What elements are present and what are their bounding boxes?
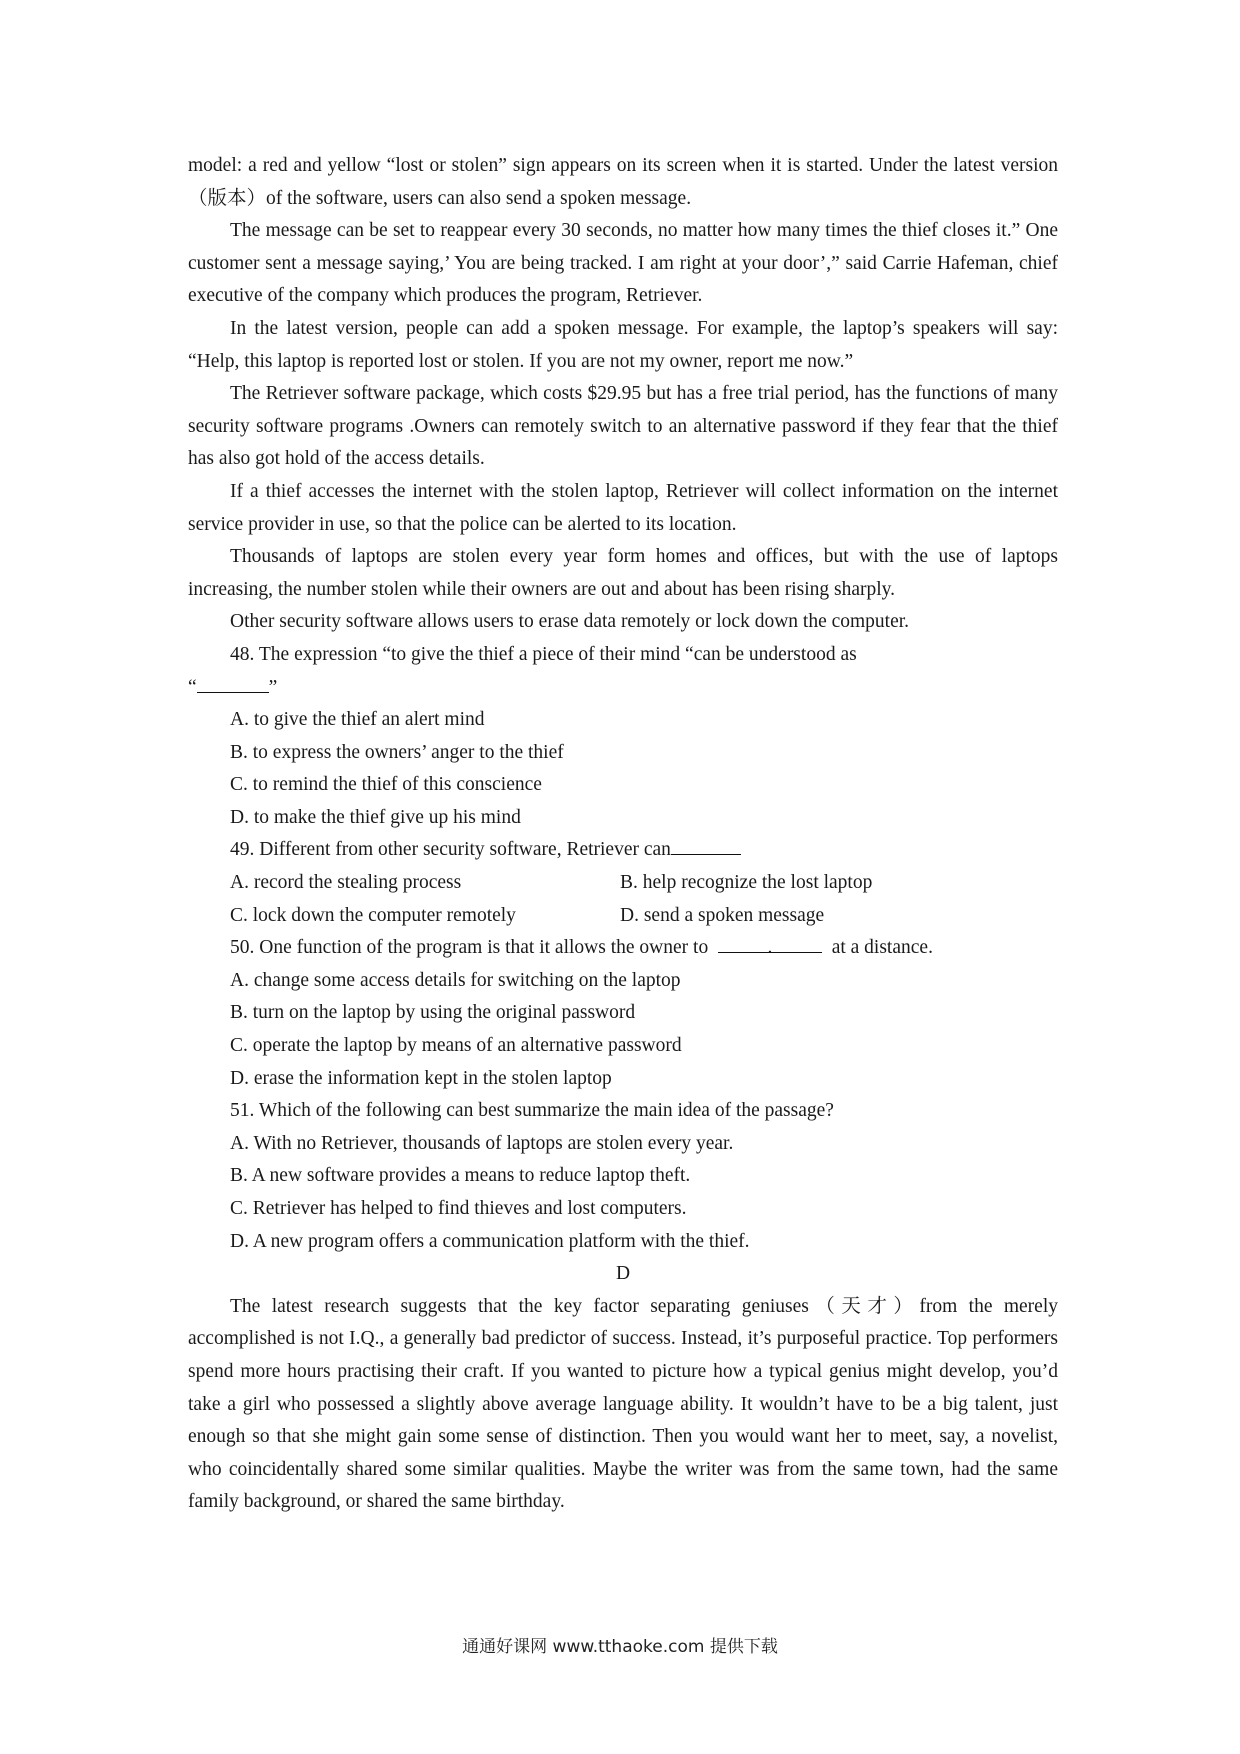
question-51-option-a: A. With no Retriever, thousands of laptops are stolen every year. <box>230 1132 734 1154</box>
question-48-option-c: C. to remind the thief of this conscience <box>230 774 542 796</box>
passage-c-paragraph-3: In the latest version, people can add a spoken message. For example, the laptop’s speakers will say: “Help, this laptop is reported lost or stolen. If you are not my owner, report me now.” <box>188 317 1058 372</box>
passage-c-paragraph-7: Other security software allows users to erase data remotely or lock down the computer. <box>230 611 910 633</box>
question-48-stem: 48. The expression “to give the thief a piece of their mind “can be understood as <box>230 643 857 665</box>
question-50-option-b: B. turn on the laptop by using the original password <box>230 1002 636 1024</box>
question-50-option-d: D. erase the information kept in the stolen laptop <box>230 1067 612 1089</box>
answer-blank: . <box>718 932 822 953</box>
question-50-option-c: C. operate the laptop by means of an alternative password <box>230 1035 682 1057</box>
passage-c-paragraph-1: model: a red and yellow “lost or stolen” sign appears on its screen when it is started. Under the latest version（版本）of the software, users can also send a spoken message. <box>188 155 1058 209</box>
page-footer: 通通好课网 www.tthaoke.com 提供下载 <box>462 1637 778 1657</box>
passage-c-paragraph-2: The message can be set to reappear every 30 seconds, no matter how many times the thief closes it.” One customer sent a message saying,’ You are being tracked. I am right at your door’,” said Carrie Hafeman, chief executive of the company which produces the program, Retriever. <box>188 220 1058 307</box>
question-51-option-b: B. A new software provides a means to reduce laptop theft. <box>230 1165 691 1187</box>
question-48-blank-line: “ ” <box>188 672 1058 705</box>
question-50-option-a: A. change some access details for switching on the laptop <box>230 969 681 991</box>
question-48-option-d: D. to make the thief give up his mind <box>230 806 521 828</box>
question-49-option-a: A. record the stealing process <box>230 872 462 894</box>
question-49-stem: 49. Different from other security software, Retriever can <box>188 834 1058 867</box>
question-48-option-a: A. to give the thief an alert mind <box>230 709 485 731</box>
question-49-options-row-1 <box>188 867 1058 900</box>
answer-blank <box>671 835 741 856</box>
document-page <box>188 150 1058 1519</box>
question-49-option-d: D. send a spoken message <box>620 904 825 926</box>
passage-c-paragraph-4: The Retriever software package, which costs $29.95 but has a free trial period, has the functions of many security software programs .Owners can remotely switch to an alternative password if they fear that the thief has also got hold of the access details. <box>188 383 1058 470</box>
question-48-option-b: B. to express the owners’ anger to the thief <box>230 741 564 763</box>
question-51-option-c: C. Retriever has helped to find thieves and lost computers. <box>230 1198 687 1219</box>
question-51-option-d: D. A new program offers a communication platform with the thief. <box>230 1230 750 1252</box>
question-49-option-b: B. help recognize the lost laptop <box>620 872 873 894</box>
section-d-heading: D <box>615 1263 631 1285</box>
section-d-paragraph: The latest research suggests that the key factor separating geniuses（天才）from the merely accomplished is not I.Q., a generally bad predictor of success. Instead, it’s purposeful practice. Top performers spend more hours practising their craft. If you wanted to picture how a typical genius might develop, you’d take a girl who possessed a slightly above average language ability. It wouldn’t have to be a big talent, just enough so that she might gain some sense of distinction. Then you would want her to meet, say, a novelist, who coincidentally shared some similar qualities. Maybe the writer was from the same town, had the same family background, or shared the same birthday. <box>188 1295 1058 1513</box>
answer-blank <box>197 672 269 693</box>
passage-c-paragraph-5: If a thief accesses the internet with the stolen laptop, Retriever will collect information on the internet service provider in use, so that the police can be alerted to its location. <box>188 480 1058 535</box>
question-49-option-c: C. lock down the computer remotely <box>230 904 516 926</box>
passage-c-paragraph-6: Thousands of laptops are stolen every year form homes and offices, but with the use of laptops increasing, the number stolen while their owners are out and about has been rising sharply. <box>188 546 1058 600</box>
question-50-stem: 50. One function of the program is that it allows the owner to . at a distance. <box>188 932 1058 965</box>
question-49-options-row-2 <box>188 900 1058 933</box>
question-51-stem: 51. Which of the following can best summarize the main idea of the passage? <box>230 1100 834 1122</box>
